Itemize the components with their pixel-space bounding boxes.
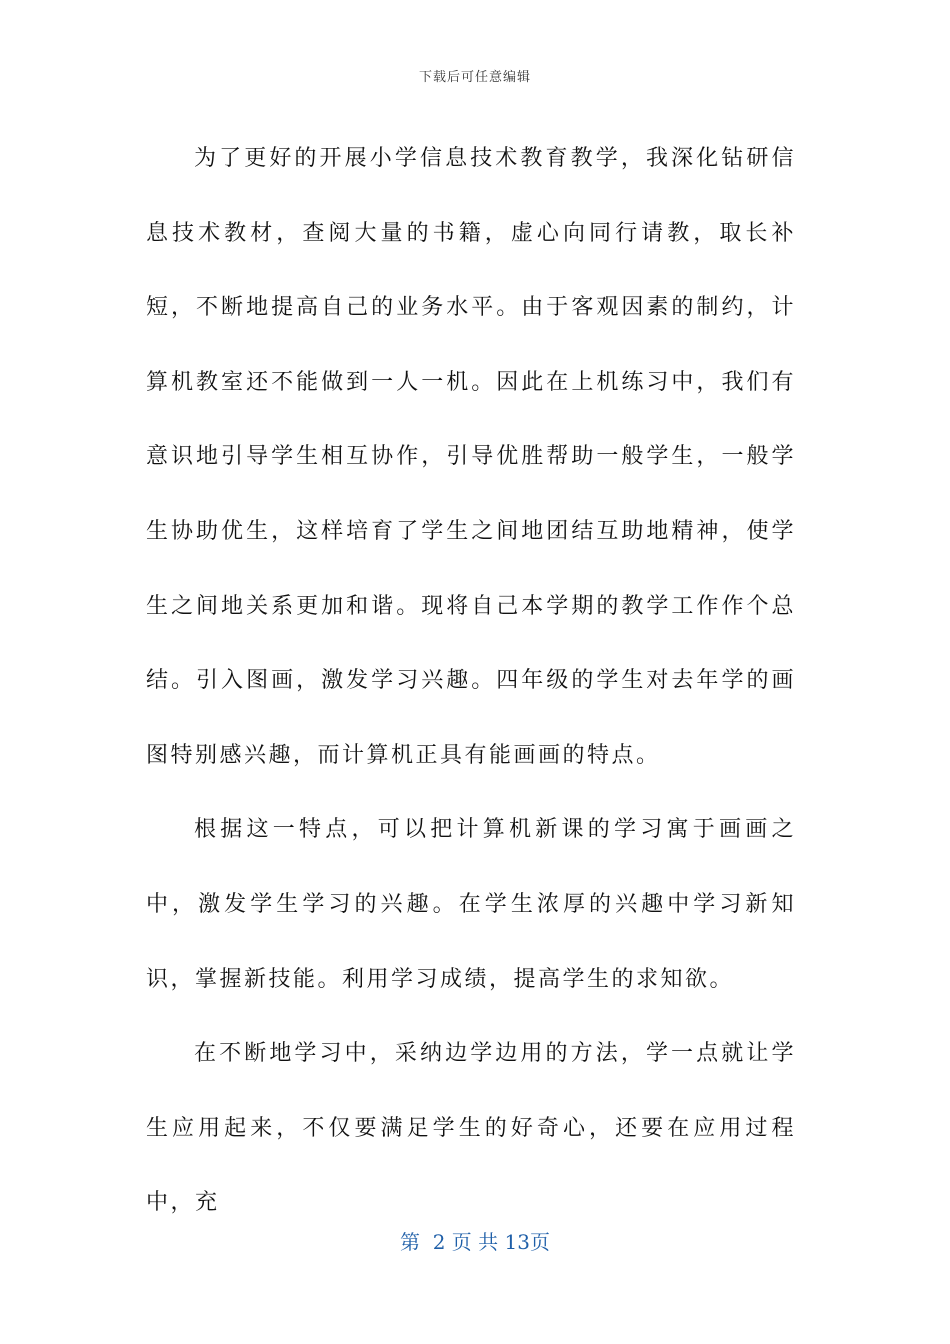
paragraph-3: 在不断地学习中，采纳边学边用的方法，学一点就让学生应用起来，不仅要满足学生的好奇心，还要在应用过程中，充 [146,1041,796,1216]
paragraph-2: 根据这一特点，可以把计算机新课的学习寓于画画之中，激发学生学习的兴趣。在学生浓厚的兴趣中学习新知识，掌握新技能。利用学习成绩，提高学生的求知欲。 [146,817,796,992]
page-number-footer: 第 2 页 共 13页 [400,1230,550,1254]
body-text [146,122,796,1241]
header-note: 下载后可任意编辑 [418,70,531,85]
paragraph-1: 为了更好的开展小学信息技术教育教学，我深化钻研信息技术教材，查阅大量的书籍，虚心向同行请教，取长补短，不断地提高自己的业务水平。由于客观因素的制约，计算机教室还不能做到一人一机。因此在上机练习中，我们有意识地引导学生相互协作，引导优胜帮助一般学生，一般学生协助优生，这样培育了学生之间地团结互助地精神，使学生之间地关系更加和谐。现将自己本学期的教学工作作个总结。引入图画，激发学习兴趣。四年级的学生对去年学的画图特别感兴趣，而计算机正具有能画画的特点。 [146,146,796,768]
